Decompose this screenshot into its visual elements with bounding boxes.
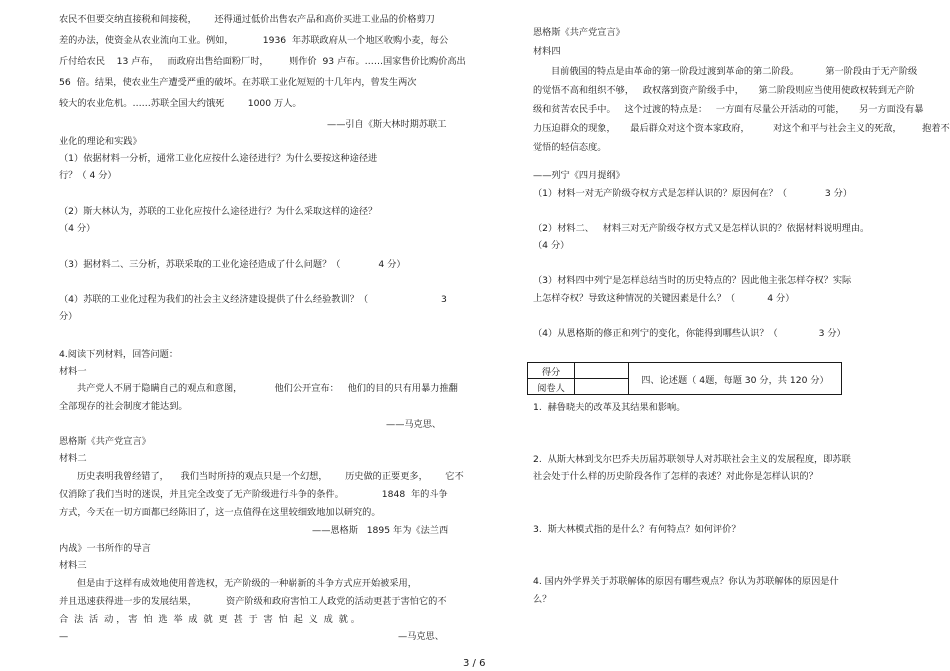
text-line: 差的办法，使资金从农业流向工业。例如， 1936 年苏联政府从一个地区收购小麦，每公 bbox=[59, 35, 449, 46]
question-text: 分） bbox=[59, 311, 78, 322]
material-text: 的觉悟不高和组织不够， 政权落到资产阶级手中， 第二阶段则应当使用使政权转到无产阶 bbox=[533, 85, 915, 96]
score-table bbox=[527, 362, 842, 395]
text-line: 较大的农业危机。……苏联全国大约饿死 1000 万人。 bbox=[59, 98, 302, 109]
material-text: 全部现存的社会制度才能达到。 bbox=[59, 401, 188, 412]
essay-question: 3. 斯大林模式指的是什么？有何特点？如何评价？ bbox=[533, 524, 741, 535]
material-label: 材料三 bbox=[59, 560, 87, 571]
citation: 业化的理论和实践》 bbox=[59, 136, 142, 147]
essay-question: 社会处于什么样的历史阶段各作了怎样的表述？对此你是怎样认识的？ bbox=[533, 471, 818, 482]
question-score: 3 bbox=[441, 294, 447, 305]
question-text: 行？（ 4 分） bbox=[59, 170, 117, 181]
question-text: （2）材料二、 材料三对无产阶级夺权方式又是怎样认识的？依据材料说明理由。 bbox=[533, 223, 870, 234]
page-number: 3 / 6 bbox=[463, 658, 486, 669]
citation: —马克思、 bbox=[398, 631, 444, 642]
material-text: 方式，今天在一切方面都已经陈旧了，这一点值得在这里较细致地加以研究的。 bbox=[59, 507, 381, 518]
section-title: 四、论述题（ 4题，每题 30 分，共 120 分） bbox=[629, 363, 842, 395]
material-text: 但是由于这样有成效地使用普选权，无产阶级的一种崭新的斗争方式应开始被采用， bbox=[77, 578, 417, 589]
citation: 内战》一书所作的导言 bbox=[59, 543, 151, 554]
text-line: 农民不但要交纳直接税和间接税， 还得通过低价出售农产品和高价买进工业品的价格剪刀 bbox=[59, 14, 435, 25]
question-text: （4）从恩格斯的修正和列宁的变化，你能得到哪些认识？（ 3 分） bbox=[533, 328, 846, 339]
citation: 恩格斯《共产党宣言》 bbox=[533, 27, 625, 38]
material-text: 共产党人不屑于隐瞒自己的观点和意图， 他们公开宣布： 他们的目的只有用暴力推翻 bbox=[77, 383, 458, 394]
material-text: 力压迫群众的现象， 最后群众对这个资本家政府， 对这个和平与社会主义的死敌， 抱着不 bbox=[533, 123, 950, 134]
citation: — bbox=[59, 631, 69, 642]
citation: ——恩格斯 1895 年为《法兰西 bbox=[312, 525, 449, 536]
question-text: 上怎样夺权？导致这种情况的关键因素是什么？（ 4 分） bbox=[533, 293, 795, 304]
material-text: 级和贫苦农民手中。 这个过渡的特点是： 一方面有尽量公开活动的可能， 另一方面没有暴 bbox=[533, 104, 924, 115]
question-text: （4 分） bbox=[59, 223, 96, 234]
question-text: （4）苏联的工业化过程为我们的社会主义经济建设提供了什么经验教训？（ bbox=[59, 294, 369, 305]
essay-question: 么？ bbox=[533, 594, 552, 605]
text-line: 56 倍。结果，使农业生产遭受严重的破坏。在苏联工业化短短的十几年内，曾发生两次 bbox=[59, 77, 417, 88]
essay-question: 1. 赫鲁晓夫的改革及其结果和影响。 bbox=[533, 402, 686, 413]
score-cell bbox=[575, 363, 629, 379]
question-text: （1）依据材料一分析，通常工业化应按什么途径进行？为什么要按这种途径进 bbox=[59, 153, 378, 164]
material-text: 仅消除了我们当时的迷误，并且完全改变了无产阶级进行斗争的条件。 1848 年的斗争 bbox=[59, 489, 448, 500]
essay-question: 4. 国内外学界关于苏联解体的原因有哪些观点？你认为苏联解体的原因是什 bbox=[533, 576, 839, 587]
question-text: （1）材料一对无产阶级夺权方式是怎样认识的？原因何在？（ 3 分） bbox=[533, 188, 853, 199]
material-text: 历史表明我曾经错了， 我们当时所持的观点只是一个幻想， 历史做的正要更多， 它不 bbox=[77, 471, 464, 482]
material-text: 并且迅速获得进一步的发展结果， 资产阶级和政府害怕工人政党的活动更甚于害怕它的不 bbox=[59, 596, 447, 607]
material-text: 合 法 活 动 ， 害 怕 选 举 成 就 更 甚 于 害 怕 起 义 成 就 。 bbox=[59, 614, 360, 625]
question-text: （3）材料四中列宁是怎样总结当时的历史特点的？因此他主张怎样夺权？实际 bbox=[533, 275, 852, 286]
material-label: 材料二 bbox=[59, 453, 87, 464]
material-label: 材料四 bbox=[533, 46, 561, 57]
citation: ——马克思、 bbox=[386, 419, 442, 430]
score-label: 得分 bbox=[528, 363, 575, 379]
question-text: （3）据材料二、三分析，苏联采取的工业化途径造成了什么问题？（ 4 分） bbox=[59, 259, 406, 270]
question-text: （4 分） bbox=[533, 240, 570, 251]
question-text: （2）斯大林认为，苏联的工业化应按什么途径进行？为什么采取这样的途径？ bbox=[59, 206, 378, 217]
question-heading: 4.阅读下列材料，回答问题： bbox=[59, 349, 179, 360]
citation: ——引自《斯大林时期苏联工 bbox=[327, 119, 447, 130]
material-text: 目前俄国的特点是由革命的第一阶段过渡到革命的第二阶段。 第一阶段由于无产阶级 bbox=[551, 66, 918, 77]
citation: ——列宁《四月提纲》 bbox=[533, 170, 625, 181]
text-line: 斤付给农民 13 卢布， 而政府出售给面粉厂时， 则作价 93 卢布。……国家售价比购价高出 bbox=[59, 56, 466, 67]
reviewer-label: 阅卷人 bbox=[528, 379, 575, 395]
material-text: 觉悟的轻信态度。 bbox=[533, 142, 607, 153]
essay-question: 2. 从斯大林到戈尔巴乔夫历届苏联领导人对苏联社会主义的发展程度，即苏联 bbox=[533, 454, 851, 465]
reviewer-cell bbox=[575, 379, 629, 395]
citation: 恩格斯《共产党宣言》 bbox=[59, 436, 151, 447]
material-label: 材料一 bbox=[59, 366, 87, 377]
